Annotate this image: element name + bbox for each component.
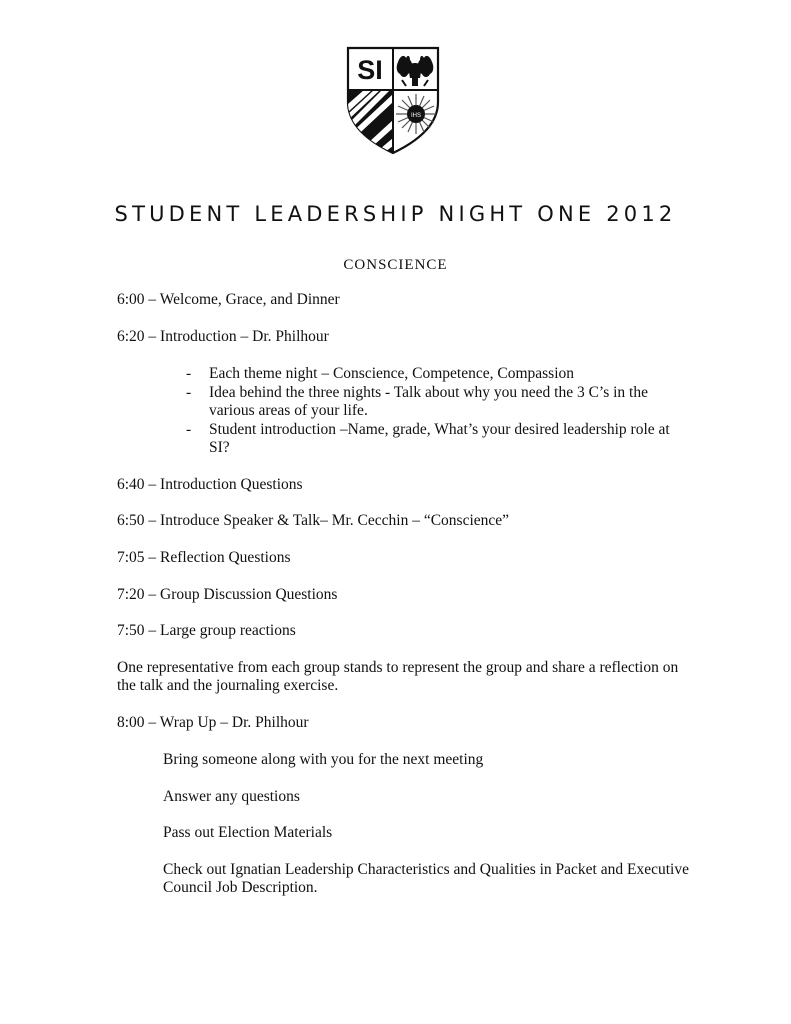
theme-subtitle: CONSCIENCE: [343, 257, 448, 273]
schedule-item-wrap-up: 8:00 – Wrap Up – Dr. Philhour: [117, 714, 309, 731]
intro-bullet-theme-nights: Each theme night – Conscience, Competence, Compassion: [209, 365, 575, 382]
school-crest-logo: [344, 44, 442, 156]
schedule-item-introduction: 6:20 – Introduction – Dr. Philhour: [117, 328, 329, 345]
medallion-monogram: IHS: [410, 113, 422, 119]
wrap-up-item-ignatian-characteristics: Check out Ignatian Leadership Characteristics and Qualities in Packet and Executive Council Job Description.: [163, 861, 689, 896]
bullet-marker: -: [186, 384, 192, 401]
schedule-item-speaker-talk: 6:50 – Introduce Speaker & Talk– Mr. Cecchin – “Conscience”: [117, 512, 510, 529]
representative-paragraph: One representative from each group stands to represent the group and share a reflection on the talk and the journaling exercise.: [117, 659, 679, 694]
page-title: STUDENT LEADERSHIP NIGHT ONE 2012: [114, 202, 677, 226]
intro-bullet-three-nights: Idea behind the three nights - Talk about why you need the 3 C’s in the various areas of your life.: [209, 384, 648, 419]
ihs-sunburst-icon: [396, 94, 436, 134]
bullet-marker: -: [186, 365, 192, 382]
schedule-item-large-group-reactions: 7:50 – Large group reactions: [117, 622, 296, 639]
schedule-item-welcome: 6:00 – Welcome, Grace, and Dinner: [117, 291, 340, 308]
schedule-item-group-discussion: 7:20 – Group Discussion Questions: [117, 586, 338, 603]
wrap-up-item-election-materials: Pass out Election Materials: [163, 824, 333, 841]
wrap-up-item-answer-questions: Answer any questions: [163, 788, 300, 805]
schedule-item-introduction-questions: 6:40 – Introduction Questions: [117, 476, 303, 493]
wrap-up-item-bring-someone: Bring someone along with you for the next meeting: [163, 751, 484, 768]
crest-monogram: SI: [357, 55, 383, 85]
intro-bullet-student-introduction: Student introduction –Name, grade, What’s your desired leadership role at SI?: [209, 421, 670, 456]
schedule-item-reflection-questions: 7:05 – Reflection Questions: [117, 549, 291, 566]
bullet-marker: -: [186, 421, 192, 438]
